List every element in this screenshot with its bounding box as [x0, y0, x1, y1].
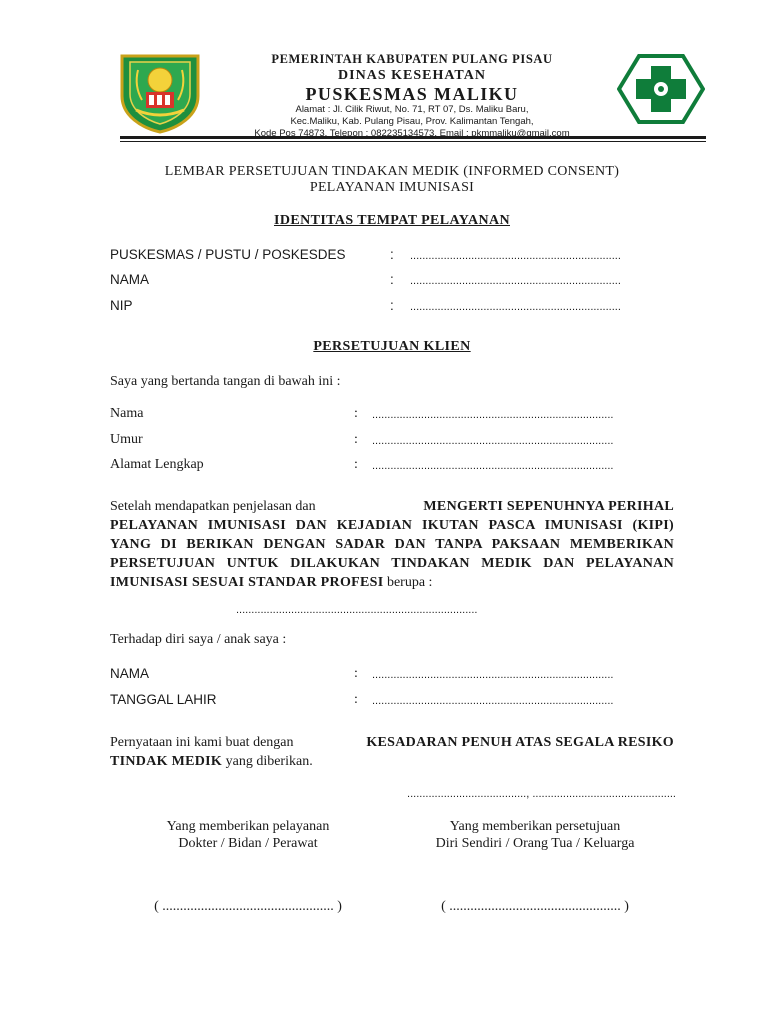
document-title-line-1: LEMBAR PERSETUJUAN TINDAKAN MEDIK (INFORMED CONSENT)	[164, 164, 620, 179]
field-colon: :	[390, 272, 394, 287]
client-intro: Saya yang bertanda tangan di bawah ini :	[110, 374, 341, 389]
consent-blank[interactable]: ...............................................................................	[236, 604, 478, 616]
consent-bold-5: IMUNISASI SESUAI STANDAR PROFESI	[110, 575, 384, 590]
subject-intro: Terhadap diri saya / anak saya :	[110, 632, 287, 647]
field-colon: :	[390, 247, 394, 262]
address-line-3: Kode Pos 74873, Telepon : 082235134573, Email : pkmmaliku@gmail.com	[254, 128, 570, 139]
health-cross-icon	[617, 54, 705, 124]
address-line-1: Alamat : Jl. Cilik Riwut, No. 71, RT 07, Ds. Maliku Baru,	[295, 104, 529, 115]
field-colon: :	[354, 406, 358, 421]
consenter-title: Yang memberikan persetujuan	[449, 819, 621, 834]
field-colon: :	[390, 298, 394, 313]
government-name: PEMERINTAH KABUPATEN PULANG PISAU	[271, 52, 553, 66]
consent-bold-1: MENGERTI SEPENUHNYA PERIHAL	[423, 499, 674, 514]
letterhead-rule-thin	[120, 141, 706, 142]
field-label-alamat: Alamat Lengkap	[110, 457, 204, 472]
consenter-role: Diri Sendiri / Orang Tua / Keluarga	[435, 836, 635, 851]
consenter-signature-blank[interactable]: ( ................................................. )	[441, 899, 629, 914]
provider-signature-blank[interactable]: ( ................................................. )	[154, 899, 342, 914]
provider-title: Yang memberikan pelayanan	[166, 819, 330, 834]
signature-block-provider	[108, 818, 388, 852]
consent-bold-4: PERSETUJUAN UNTUK DILAKUKAN TINDAKAN MEDIK DAN PELAYANAN	[110, 556, 674, 571]
statement-paragraph	[110, 733, 674, 771]
field-blank-tanggal-lahir[interactable]: ...............................................................................	[372, 695, 614, 707]
field-blank-nip[interactable]: .....................................................................	[410, 301, 621, 313]
institution-name: PUSKESMAS MALIKU	[305, 84, 519, 104]
place-date-blank[interactable]: ......................................., ...............................................	[407, 788, 676, 800]
field-blank-umur[interactable]: ...............................................................................	[372, 435, 614, 447]
signature-block-consenter	[395, 818, 675, 852]
statement-lead: Pernyataan ini kami buat dengan	[110, 735, 294, 750]
field-colon: :	[354, 457, 358, 472]
consent-paragraph	[110, 497, 674, 592]
field-label-puskesmas: PUSKESMAS / PUSTU / POSKESDES	[110, 247, 346, 262]
section-heading-client-consent: PERSETUJUAN KLIEN	[313, 339, 471, 354]
consent-bold-3: YANG DI BERIKAN DENGAN SADAR DAN TANPA PAKSAAN MEMBERIKAN	[110, 537, 674, 552]
consent-bold-2: PELAYANAN IMUNISASI DAN KEJADIAN IKUTAN PASCA IMUNISASI (KIPI)	[110, 518, 674, 533]
field-label-service-nama: NAMA	[110, 272, 150, 287]
field-label-client-nama: Nama	[110, 406, 144, 421]
letterhead	[226, 52, 598, 140]
field-blank-client-nama[interactable]: ...............................................................................	[372, 409, 614, 421]
statement-bold-1: KESADARAN PENUH ATAS SEGALA RESIKO	[366, 735, 674, 750]
letterhead-rule-thick	[120, 136, 706, 139]
consent-tail: berupa :	[386, 575, 433, 590]
field-label-subject-nama: NAMA	[110, 666, 150, 681]
field-colon: :	[354, 692, 358, 707]
field-colon: :	[354, 666, 358, 681]
field-label-tanggal-lahir: TANGGAL LAHIR	[110, 692, 217, 707]
statement-bold-2: TINDAK MEDIK	[110, 754, 223, 769]
document-title-line-2: PELAYANAN IMUNISASI	[309, 180, 475, 195]
consent-lead: Setelah mendapatkan penjelasan dan	[110, 499, 316, 514]
field-blank-subject-nama[interactable]: ...............................................................................	[372, 669, 614, 681]
field-blank-puskesmas[interactable]: .....................................................................	[410, 250, 621, 262]
field-blank-alamat[interactable]: ...............................................................................	[372, 460, 614, 472]
provider-role: Dokter / Bidan / Perawat	[178, 836, 318, 851]
regency-emblem-icon	[116, 50, 204, 134]
field-label-nip: NIP	[110, 298, 133, 313]
address-line-2: Kec.Maliku, Kab. Pulang Pisau, Prov. Kalimantan Tengah,	[290, 116, 534, 127]
field-blank-service-nama[interactable]: .....................................................................	[410, 275, 621, 287]
department-name: DINAS KESEHATAN	[338, 68, 486, 83]
field-label-umur: Umur	[110, 432, 143, 447]
statement-tail: yang diberikan.	[225, 754, 313, 769]
section-heading-service-identity: IDENTITAS TEMPAT PELAYANAN	[273, 213, 510, 228]
field-colon: :	[354, 432, 358, 447]
